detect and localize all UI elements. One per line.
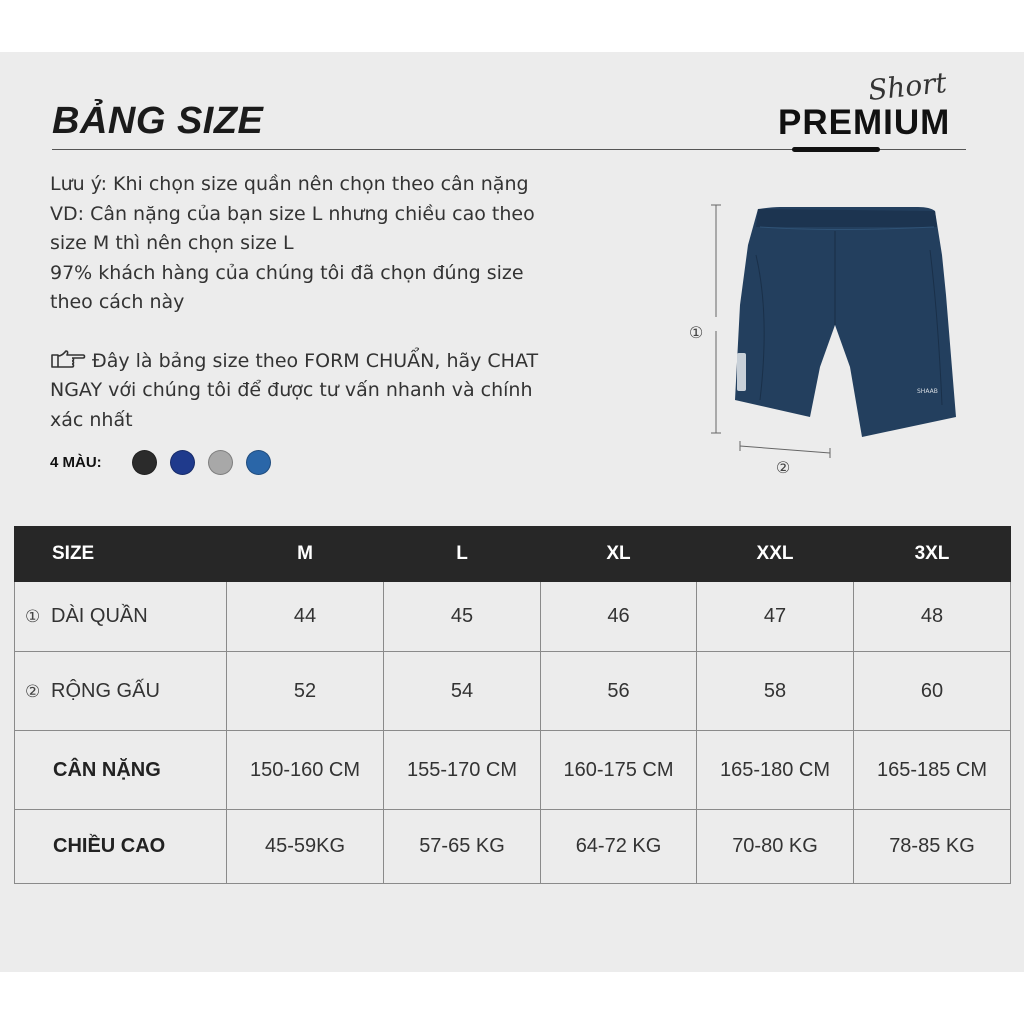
column-header: L <box>384 527 541 582</box>
note-line: VD: Cân nặng của bạn size L nhưng chiều cao theo <box>50 202 535 225</box>
table-cell: 78-85 KG <box>854 810 1011 884</box>
table-cell: 56 <box>541 652 697 731</box>
leg-opening-marker: ② <box>775 458 791 477</box>
table-cell: 165-180 CM <box>697 731 854 810</box>
leg-opening-dimension <box>740 441 830 458</box>
color-swatch-black[interactable] <box>132 450 157 475</box>
page-title: BẢNG SIZE <box>52 100 264 142</box>
row-label: CÂN NẶNG <box>15 731 227 810</box>
row-marker: ② <box>25 681 41 701</box>
table-row <box>15 810 1011 884</box>
colors-label: 4 MÀU: <box>50 453 102 471</box>
row-label-text: RỘNG GẤU <box>51 679 160 702</box>
table-cell: 165-185 CM <box>854 731 1011 810</box>
row-label <box>15 652 227 731</box>
table-header-row <box>15 527 1011 582</box>
table-cell: 47 <box>697 582 854 652</box>
row-marker: ① <box>25 607 41 626</box>
length-dimension <box>711 205 721 433</box>
color-swatch-grey[interactable] <box>208 450 233 475</box>
column-header: XL <box>541 527 697 582</box>
size-table <box>14 526 1011 884</box>
table-cell: 57-65 KG <box>384 810 541 884</box>
brand-script-text: Short <box>866 65 949 108</box>
shorts-drawing <box>735 207 956 437</box>
table-cell: 48 <box>854 582 1011 652</box>
size-notes <box>50 170 590 435</box>
table-row <box>15 731 1011 810</box>
note-line: size M thì nên chọn size L <box>50 232 294 254</box>
table-cell: 60 <box>854 652 1011 731</box>
header-divider-accent <box>792 147 880 152</box>
table-cell: 58 <box>697 652 854 731</box>
color-swatch-blue[interactable] <box>246 450 271 475</box>
table-row <box>15 582 1011 652</box>
table-cell: 160-175 CM <box>541 731 697 810</box>
table-cell: 155-170 CM <box>384 731 541 810</box>
table-cell: 64-72 KG <box>541 810 697 884</box>
column-header: XXL <box>697 527 854 582</box>
row-label <box>15 582 227 652</box>
chat-note <box>50 347 590 377</box>
color-swatch-navy[interactable] <box>170 450 195 475</box>
column-header: 3XL <box>854 527 1011 582</box>
length-marker: ① <box>688 323 704 342</box>
pointing-hand-icon <box>50 350 86 370</box>
table-cell: 44 <box>227 582 384 652</box>
note-line: Lưu ý: Khi chọn size quần nên chọn theo cân nặng <box>50 173 529 195</box>
row-label-text: DÀI QUẦN <box>51 605 148 627</box>
table-row <box>15 652 1011 731</box>
brand-name: PREMIUM <box>778 103 951 142</box>
table-cell: 45 <box>384 582 541 652</box>
note-line: NGAY với chúng tôi để được tư vấn nhanh và chính <box>50 379 533 401</box>
row-label: CHIỀU CAO <box>15 810 227 884</box>
shorts-brand-mark: SHAAB <box>917 388 938 395</box>
table-cell: 52 <box>227 652 384 731</box>
product-shorts-image <box>680 195 980 485</box>
note-line: 97% khách hàng của chúng tôi đã chọn đúng size <box>50 261 524 284</box>
note-line: theo cách này <box>50 291 185 313</box>
column-header: M <box>227 527 384 582</box>
table-cell: 45-59KG <box>227 810 384 884</box>
chat-note-text: Đây là bảng size theo FORM CHUẨN, hãy CHAT <box>92 349 539 372</box>
table-cell: 54 <box>384 652 541 731</box>
note-line: xác nhất <box>50 408 133 431</box>
column-header: SIZE <box>15 527 227 582</box>
color-options <box>50 448 284 476</box>
table-cell: 150-160 CM <box>227 731 384 810</box>
table-cell: 46 <box>541 582 697 652</box>
table-cell: 70-80 KG <box>697 810 854 884</box>
